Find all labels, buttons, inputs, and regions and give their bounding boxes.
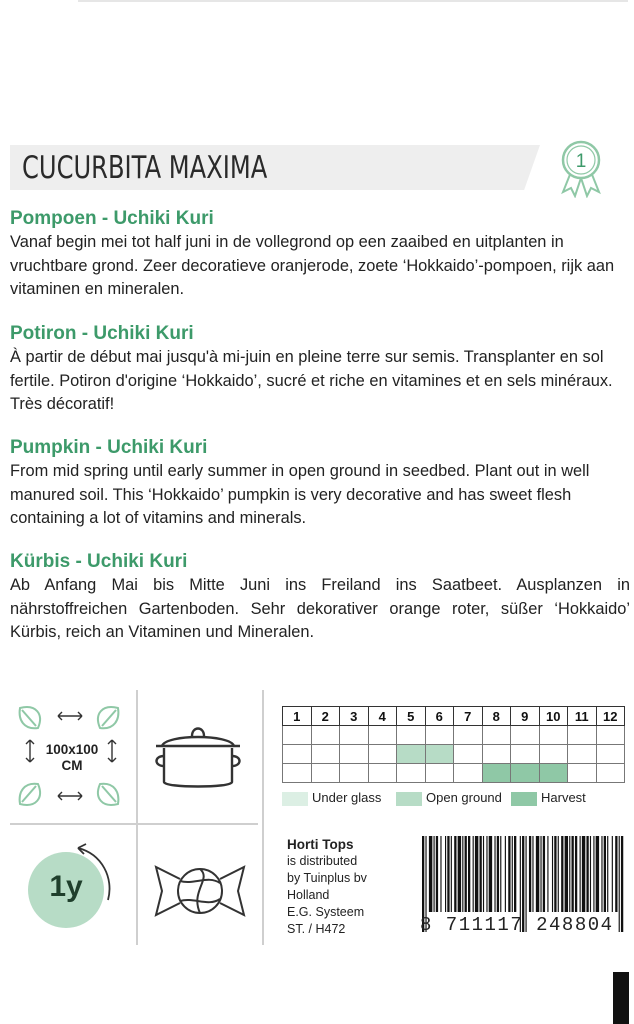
barcode-bar	[436, 836, 438, 912]
calendar-cell	[283, 726, 312, 745]
sowing-calendar	[282, 706, 625, 783]
swatch-open-ground	[396, 792, 422, 806]
barcode-bar	[465, 836, 467, 912]
month-header: 2	[311, 707, 340, 726]
calendar-cell	[596, 726, 625, 745]
section-fr	[10, 322, 630, 417]
month-header: 7	[454, 707, 483, 726]
section-title: Pompoen - Uchiki Kuri	[10, 208, 214, 229]
calendar-cell	[340, 726, 369, 745]
swatch-harvest	[511, 792, 537, 806]
calendar-cell	[397, 745, 426, 764]
barcode-bar	[514, 836, 516, 912]
calendar-cell	[539, 726, 568, 745]
legend-under-glass	[282, 790, 381, 806]
section-en	[10, 436, 630, 531]
calendar-cell	[511, 764, 540, 783]
barcode-bar	[612, 836, 613, 912]
calendar-cell	[568, 764, 597, 783]
section-de	[10, 550, 630, 645]
barcode-bar	[473, 836, 474, 912]
barcode-bar	[486, 836, 487, 912]
barcode-bar	[547, 836, 548, 912]
leaf-spacing-icon	[12, 700, 132, 812]
distributor-info	[287, 836, 367, 938]
barcode-bar	[500, 836, 501, 912]
barcode-bar	[505, 836, 506, 912]
candy-sweet-icon	[150, 845, 250, 935]
row-harvest	[283, 764, 625, 783]
row-open-ground	[283, 745, 625, 764]
month-header: 6	[425, 707, 454, 726]
calendar-cell	[539, 745, 568, 764]
calendar-cell	[425, 745, 454, 764]
section-title: Kürbis - Uchiki Kuri	[10, 551, 188, 572]
calendar-cell	[311, 726, 340, 745]
calendar-cell	[511, 726, 540, 745]
legend-label: Under glass	[312, 790, 382, 805]
swatch-under-glass	[282, 792, 308, 806]
barcode-bar	[536, 836, 539, 912]
barcode-bar	[540, 836, 541, 912]
divider-vertical-2	[262, 690, 264, 945]
barcode-bar	[593, 836, 594, 912]
month-header: 5	[397, 707, 426, 726]
lifecycle-label: 1y	[49, 870, 83, 903]
barcode-bar	[462, 836, 463, 912]
barcode-bar	[558, 836, 559, 912]
distributor-line: ST. / H472	[287, 922, 346, 936]
calendar-cell	[368, 726, 397, 745]
barcode-bar	[451, 836, 452, 912]
calendar-cell	[454, 745, 483, 764]
barcode-bar	[596, 836, 599, 912]
calendar-cell	[283, 745, 312, 764]
barcode-bar	[447, 836, 449, 912]
top-line	[78, 0, 628, 2]
distributor-line: is distributed	[287, 854, 358, 868]
barcode-bar	[604, 836, 606, 912]
calendar-cell	[511, 745, 540, 764]
barcode-bar	[575, 836, 577, 912]
calendar-cell	[568, 745, 597, 764]
barcode-bar	[434, 836, 435, 912]
month-header: 3	[340, 707, 369, 726]
barcode-bar	[552, 836, 553, 912]
barcode-bar	[440, 836, 441, 912]
calendar-cell	[482, 764, 511, 783]
barcode-bar	[497, 836, 499, 912]
calendar-cell	[482, 745, 511, 764]
barcode-bar	[512, 836, 513, 912]
calendar-cell	[425, 764, 454, 783]
barcode-bar	[475, 836, 478, 912]
calendar-cell	[425, 726, 454, 745]
barcode-bar	[489, 836, 492, 912]
divider-vertical-1	[136, 690, 138, 945]
legend-label: Harvest	[541, 790, 586, 805]
calendar-cell	[397, 726, 426, 745]
barcode-number: 8 711117 248804	[420, 914, 614, 936]
spacing-unit: CM	[61, 758, 83, 773]
barcode-bar	[554, 836, 556, 912]
section-title: Potiron - Uchiki Kuri	[10, 323, 194, 344]
row-under-glass	[283, 726, 625, 745]
distributor-line: Holland	[287, 888, 330, 902]
barcode-bar	[458, 836, 461, 912]
barcode-bar	[615, 836, 617, 912]
badge-number: 1	[575, 151, 587, 172]
barcode-bar	[529, 836, 531, 912]
barcode-bar	[580, 836, 581, 912]
section-text: À partir de début mai jusqu'à mi-juin en pleine terre sur semis. Transplanter en sol fertile. Potiron d'origine ‘Hokkaido’, sucré et riche en vitamines et en sels minéraux. Très décoratif!	[10, 348, 613, 413]
barcode-bar	[429, 836, 432, 912]
calendar-cell	[311, 745, 340, 764]
legend-open-ground	[396, 790, 502, 806]
calendar-cell	[539, 764, 568, 783]
barcode-bar	[572, 836, 574, 912]
barcode-bar	[590, 836, 591, 912]
brand-name: Horti Tops	[287, 837, 354, 852]
calendar-cell	[482, 726, 511, 745]
calendar-cell	[568, 726, 597, 745]
barcode-bar	[569, 836, 570, 912]
calendar-cell	[368, 764, 397, 783]
barcode-bar	[561, 836, 563, 912]
calendar-cell	[454, 726, 483, 745]
spacing-value: 100x100	[45, 742, 99, 757]
calendar-cell	[340, 764, 369, 783]
calendar-cell	[311, 764, 340, 783]
month-header: 9	[511, 707, 540, 726]
divider-horizontal	[10, 823, 258, 825]
barcode-bar	[454, 836, 456, 912]
barcode-bar	[582, 836, 585, 912]
legend-harvest	[511, 790, 586, 806]
distributor-line: by Tuinplus bv	[287, 871, 367, 885]
calendar-cell	[340, 745, 369, 764]
month-header: 8	[482, 707, 511, 726]
barcode-bar	[468, 836, 470, 912]
calendar-cell	[454, 764, 483, 783]
calendar-cell	[596, 764, 625, 783]
month-header: 11	[568, 707, 597, 726]
barcode-bar	[508, 836, 510, 912]
barcode-bar	[532, 836, 533, 912]
calendar-cell	[596, 745, 625, 764]
barcode-bar	[607, 836, 608, 912]
calendar-months	[283, 707, 625, 726]
section-text: From mid spring until early summer in open ground in seedbed. Plant out in well manured soil. This ‘Hokkaido’ pumpkin is very decorative and has sweet flesh containing a lot of vitamins and minerals.	[10, 462, 590, 527]
barcode-bar	[601, 836, 602, 912]
barcode-bar	[494, 836, 495, 912]
month-header: 1	[283, 707, 312, 726]
barcode-bar	[543, 836, 545, 912]
barcode-bar	[565, 836, 568, 912]
calendar-cell	[368, 745, 397, 764]
month-header: 12	[596, 707, 625, 726]
calendar-cell	[397, 764, 426, 783]
calendar-cell	[283, 764, 312, 783]
cooking-pot-icon	[148, 716, 248, 796]
month-header: 10	[539, 707, 568, 726]
annual-cycle-icon	[18, 838, 118, 938]
ribbon-badge-icon	[555, 138, 607, 198]
month-header: 4	[368, 707, 397, 726]
distributor-line: E.G. Systeem	[287, 905, 365, 919]
barcode-bar	[483, 836, 484, 912]
section-text: Vanaf begin mei tot half juni in de vollegrond op een zaaibed en uitplanten in vruchtbare grond. Zeer decoratieve oranjerode, zoete ‘Hokkaido’-pompoen, rijk aan vitaminen en mineralen.	[10, 233, 615, 298]
barcode-bar	[445, 836, 446, 912]
species-name: CUCURBITA MAXIMA	[22, 150, 268, 186]
section-title: Pumpkin - Uchiki Kuri	[10, 437, 208, 458]
section-nl	[10, 207, 630, 302]
legend-label: Open ground	[426, 790, 502, 805]
black-edge-bar	[613, 972, 629, 1024]
section-text: Ab Anfang Mai bis Mitte Juni ins Freiland ins Saatbeet. Ausplanzen in nährstoffreichen Gartenboden. Sehr dekorativer orange roter, süßer ‘Hokkaido’ Kürbis, reich an Vitaminen und Mineralen.	[10, 576, 630, 641]
barcode-bar	[586, 836, 588, 912]
barcode-bar	[480, 836, 482, 912]
